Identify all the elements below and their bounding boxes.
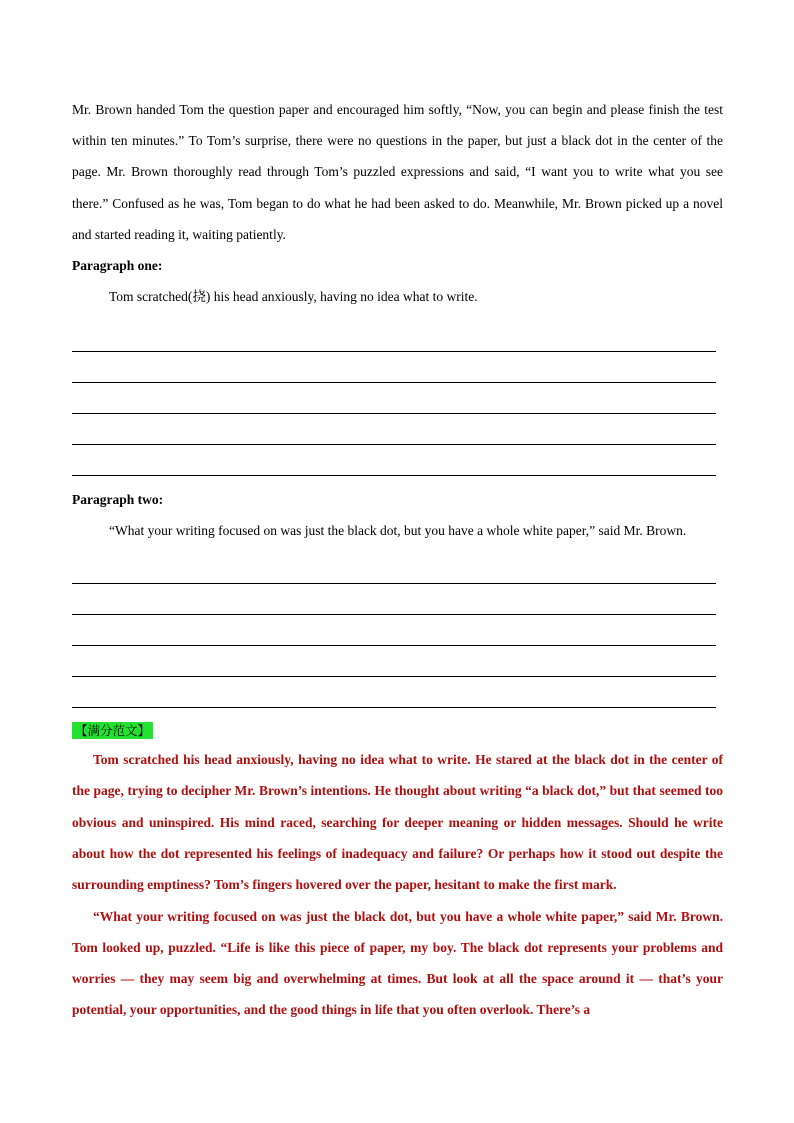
story-intro-text: Mr. Brown handed Tom the question paper and encouraged him softly, “Now, you can begin and please finish the test within ten minutes.” To Tom’s surprise, there were no questions in the paper, but just a black dot in the center of the page. Mr. Brown thoroughly read through Tom’s puzzled expressions and said, “I want you to write what you see there.” Confused as he was, Tom began to do what he had been asked to do. Meanwhile, Mr. Brown picked up a novel and started reading it, waiting patiently.	[72, 102, 723, 242]
writing-line	[72, 321, 716, 352]
document-page	[72, 94, 723, 1026]
writing-line	[72, 445, 716, 476]
sample-essay	[72, 744, 723, 1026]
writing-line	[72, 553, 716, 584]
sample-paragraph-one: Tom scratched his head anxiously, having no idea what to write. He stared at the black dot in the center of the page, trying to decipher Mr. Brown’s intentions. He thought about writing “a black dot,” but that seemed too obvious and uninspired. His mind raced, searching for deeper meaning or hidden messages. Should he write about how the dot represented his feelings of inadequacy and failure? Or perhaps how it stood out despite the surrounding emptiness? Tom’s fingers hovered over the paper, hesitant to make the first mark.	[72, 752, 723, 893]
sample-paragraph-two: “What your writing focused on was just the black dot, but you have a whole white paper,” said Mr. Brown. Tom looked up, puzzled. “Life is like this piece of paper, my boy. The black dot represents your problems and worries — they may seem big and overwhelming at times. But look at all the space around it — that’s your potential, your opportunities, and the good things in life that you often overlook. There’s a	[72, 908, 723, 1018]
paragraph-one-writing-lines	[72, 321, 716, 476]
writing-line	[72, 646, 716, 677]
writing-line	[72, 414, 716, 445]
writing-line	[72, 677, 716, 708]
writing-line	[72, 584, 716, 615]
paragraph-one-heading: Paragraph one:	[72, 258, 163, 274]
writing-line	[72, 352, 716, 383]
paragraph-one-prompt: Tom scratched(挠) his head anxiously, having no idea what to write.	[109, 289, 478, 305]
paragraph-two-writing-lines	[72, 553, 716, 708]
paragraph-two-heading: Paragraph two:	[72, 492, 164, 508]
writing-line	[72, 383, 716, 414]
paragraph-two-prompt: “What your writing focused on was just the black dot, but you have a whole white paper,” said Mr. Brown.	[109, 523, 687, 539]
sample-essay-label: 【满分范文】	[72, 722, 153, 739]
writing-line	[72, 615, 716, 646]
